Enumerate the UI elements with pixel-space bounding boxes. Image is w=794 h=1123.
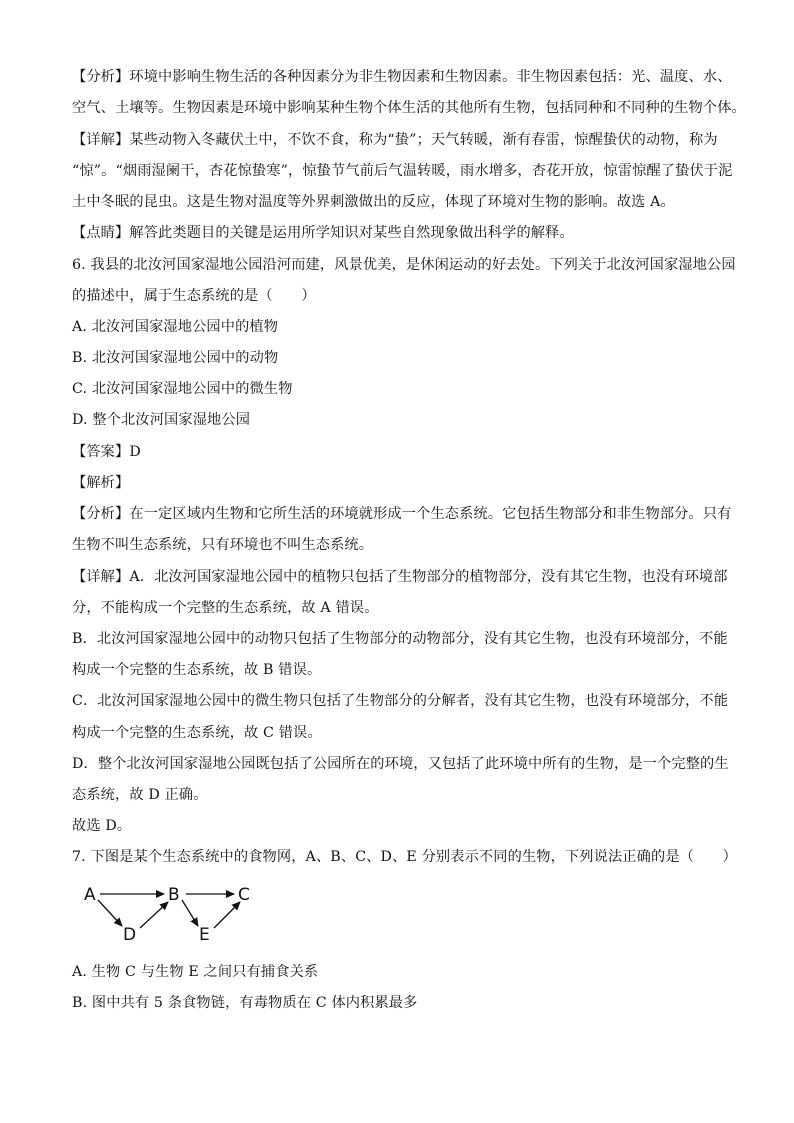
q6-detail-b-line-2: 构成一个完整的生态系统，故 B 错误。 <box>72 662 322 678</box>
answer-line: 【答案】D <box>72 444 141 460</box>
q7-option-a: A. 生物 C 与生物 E 之间只有捕食关系 <box>72 964 319 980</box>
q7-option-b: B. 图中共有 5 条食物链，有毒物质在 C 体内积累最多 <box>72 995 418 1011</box>
food-web-diagram <box>80 876 270 944</box>
arrow-d-to-b <box>140 902 168 928</box>
analysis-line-2: 空气、土壤等。生物因素是环境中影响某种生物个体生活的其他所有生物，包括同种和不同种的生物个体。 <box>72 100 746 116</box>
q6-option-a: A. 北汝河国家湿地公园中的植物 <box>72 319 279 335</box>
q6-detail-d-line-1: D．整个北汝河国家湿地公园既包括了公园所在的环境，又包括了此环境中所有的生物，是一个完整的生 <box>72 756 729 772</box>
q6-detail-c-line-2: 构成一个完整的生态系统，故 C 错误。 <box>72 725 322 741</box>
q6-option-b: B. 北汝河国家湿地公园中的动物 <box>72 350 279 366</box>
q6-detail-b-line-1: B．北汝河国家湿地公园中的动物只包括了生物部分的动物部分，没有其它生物，也没有环境部分，不能 <box>72 631 728 647</box>
q6-option-d: D. 整个北汝河国家湿地公园 <box>72 412 251 428</box>
question-7-line-1: 7. 下图是某个生态系统中的食物网，A、B、C、D、E 分别表示不同的生物，下列说法正确的是（ ） <box>72 849 738 865</box>
detail-line-2: “惊”。“烟雨湿阑干，杏花惊蛰寒”，惊蛰节气前后气温转暖，雨水增多，杏花开放，惊雷惊醒了蛰伏于泥 <box>72 163 733 179</box>
arrow-b-to-e <box>182 900 198 926</box>
node-b: B <box>168 885 180 905</box>
q6-analysis-line-2: 生物不叫生态系统，只有环境也不叫生态系统。 <box>72 537 374 553</box>
q6-detail-a-line-1: 【详解】A．北汝河国家湿地公园中的植物只包括了生物部分的植物部分，没有其它生物，也没有环境部 <box>72 569 728 585</box>
node-a: A <box>84 885 96 905</box>
q6-conclusion: 故选 D。 <box>72 818 132 834</box>
explanation-heading: 【解析】 <box>72 475 130 491</box>
node-c: C <box>238 885 250 905</box>
arrow-a-to-d <box>98 900 122 926</box>
q6-detail-c-line-1: C．北汝河国家湿地公园中的微生物只包括了生物部分的分解者，没有其它生物，也没有环境部分，不能 <box>72 693 729 709</box>
q6-analysis-line-1: 【分析】在一定区域内生物和它所生活的环境就形成一个生态系统。它包括生物部分和非生物部分。只有 <box>72 506 732 522</box>
q6-detail-d-line-2: 态系统，故 D 正确。 <box>72 787 208 803</box>
question-6-line-1: 6. 我县的北汝河国家湿地公园沿河而建，风景优美，是休闲运动的好去处。下列关于北汝河国家湿地公园 <box>72 257 736 273</box>
node-e: E <box>199 925 210 944</box>
detail-line-1: 【详解】某些动物入冬藏伏土中，不饮不食，称为“蛰”；天气转暖，渐有春雷，惊醒蛰伏的动物，称为 <box>72 132 718 148</box>
node-d: D <box>123 925 137 944</box>
arrow-e-to-c <box>214 902 240 928</box>
q6-detail-a-line-2: 分，不能构成一个完整的生态系统，故 A 错误。 <box>72 600 379 616</box>
remark-line: 【点睛】解答此类题目的关键是运用所学知识对某些自然现象做出科学的解释。 <box>72 225 574 241</box>
question-6-line-2: 的描述中，属于生态系统的是（ ） <box>72 288 316 304</box>
detail-line-3: 土中冬眠的昆虫。这是生物对温度等外界刺激做出的反应，体现了环境对生物的影响。故选 A。 <box>72 194 675 210</box>
q6-option-c: C. 北汝河国家湿地公园中的微生物 <box>72 381 293 397</box>
analysis-line-1: 【分析】环境中影响生物生活的各种因素分为非生物因素和生物因素。非生物因素包括：光、温度、水、 <box>72 69 732 85</box>
